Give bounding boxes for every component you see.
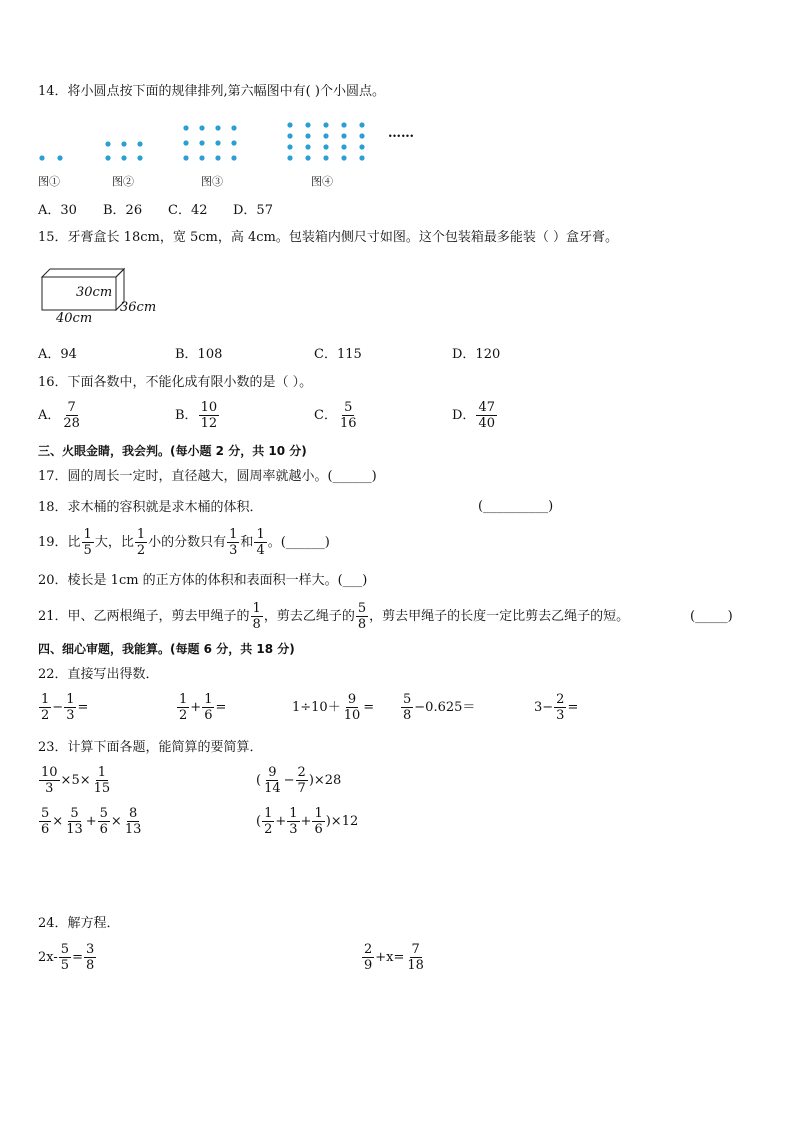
- q17-text: 17．圆的周长一定时，直径越大，圆周率就越小。(______): [38, 469, 377, 484]
- q15-text: 15．牙膏盒长 18cm，宽 5cm，高 4cm。包装箱内侧尺寸如图。这个包装箱最多能装（ ）盒牙膏。: [38, 230, 618, 245]
- q14-option-c: C．42: [168, 203, 208, 218]
- figure-2-dots: [105, 141, 142, 160]
- q16-option-b: B． $\frac{10}{12}$: [175, 400, 218, 431]
- q23-expr-2: ( $\frac{9}{14}$ − $\frac{2}{7}$ )×28: [256, 765, 342, 796]
- q19-text: 19．比 $\frac{1}{5}$ 大，比 $\frac{1}{2}$ 小的分数只有 $\frac{1}{3}$ 和 $\frac{1}{4}$ 。(______): [38, 527, 330, 558]
- q14-option-a: A．30: [38, 203, 77, 218]
- q21-text: 21．甲、乙两根绳子，剪去甲绳子的 $\frac{1}{8}$ ，剪去乙绳子的 $\frac{5}{8}$ ，剪去甲绳子的长度一定比剪去乙绳子的短。: [38, 601, 630, 632]
- q21-answer-blank: (_____): [690, 609, 733, 624]
- q22-item-3: 1÷10＋ $\frac{9}{10}$ =: [292, 692, 375, 723]
- q15-option-b: B．108: [175, 347, 223, 362]
- q14-option-b: B．26: [103, 203, 143, 218]
- pattern-ellipsis: ……: [388, 126, 414, 141]
- q23-expr-3: $\frac{5}{6}$ × $\frac{5}{13}$ + $\frac{5}{6}$ × $\frac{8}{13}$: [41, 806, 142, 837]
- q22-item-1: $\frac{1}{2}$ − $\frac{1}{3}$ =: [41, 692, 89, 723]
- dot-pattern-figures: [30, 118, 370, 168]
- box-label-bottom: 40cm: [56, 311, 93, 326]
- q24-text: 24．解方程．: [38, 916, 120, 931]
- q24-equation-2: $\frac{2}{9}$ +x= $\frac{7}{18}$: [364, 942, 424, 973]
- q16-text: 16．下面各数中，不能化成有限小数的是（ ）。: [38, 375, 313, 390]
- q22-item-2: $\frac{1}{2}$ + $\frac{1}{6}$ =: [179, 692, 227, 723]
- figure-label-2: 图②: [112, 175, 134, 188]
- figure-1-dots: [39, 155, 62, 160]
- q18-text: 18．求木桶的容积就是求木桶的体积．: [38, 500, 263, 515]
- figure-label-3: 图③: [201, 175, 223, 188]
- q22-item-4: $\frac{5}{8}$ −0.625＝: [403, 692, 476, 723]
- box-label-front: 30cm: [76, 285, 113, 300]
- q14-text: 14．将小圆点按下面的规律排列,第六幅图中有( )个小圆点。: [38, 84, 385, 99]
- figure-label-4: 图④: [311, 175, 333, 188]
- q15-option-a: A．94: [38, 347, 77, 362]
- figure-4-dots: [287, 122, 364, 160]
- q14-option-d: D．57: [233, 203, 273, 218]
- q16-option-d: D． $\frac{47}{40}$: [452, 400, 495, 431]
- q23-text: 23．计算下面各题，能简算的要简算．: [38, 740, 263, 755]
- figure-3-dots: [183, 125, 236, 160]
- q16-option-c: C． $\frac{5}{16}$: [314, 400, 357, 431]
- section-3-heading: 三、火眼金睛，我会判。(每小题 2 分，共 10 分): [38, 444, 307, 458]
- section-4-heading: 四、细心审题，我能算。(每题 6 分，共 18 分): [38, 642, 295, 656]
- q16-option-a: A． $\frac{7}{28}$: [38, 400, 80, 431]
- q24-equation-1: 2x- $\frac{5}{5}$ = $\frac{3}{8}$: [38, 942, 95, 973]
- q15-option-c: C．115: [314, 347, 362, 362]
- q23-expr-4: ( $\frac{1}{2}$ + $\frac{1}{3}$ + $\frac{1}{6}$ )×12: [256, 806, 359, 837]
- q22-item-5: 3− $\frac{2}{3}$ =: [534, 692, 579, 723]
- q20-text: 20．棱长是 1cm 的正方体的体积和表面积一样大。(___): [38, 573, 368, 588]
- q15-option-d: D．120: [452, 347, 501, 362]
- box-label-side: 36cm: [120, 300, 157, 315]
- q22-text: 22．直接写出得数．: [38, 667, 159, 682]
- q18-answer-blank: (__________): [478, 499, 554, 514]
- figure-label-1: 图①: [38, 175, 60, 188]
- q23-expr-1: $\frac{10}{3}$ ×5× $\frac{1}{15}$: [41, 765, 111, 796]
